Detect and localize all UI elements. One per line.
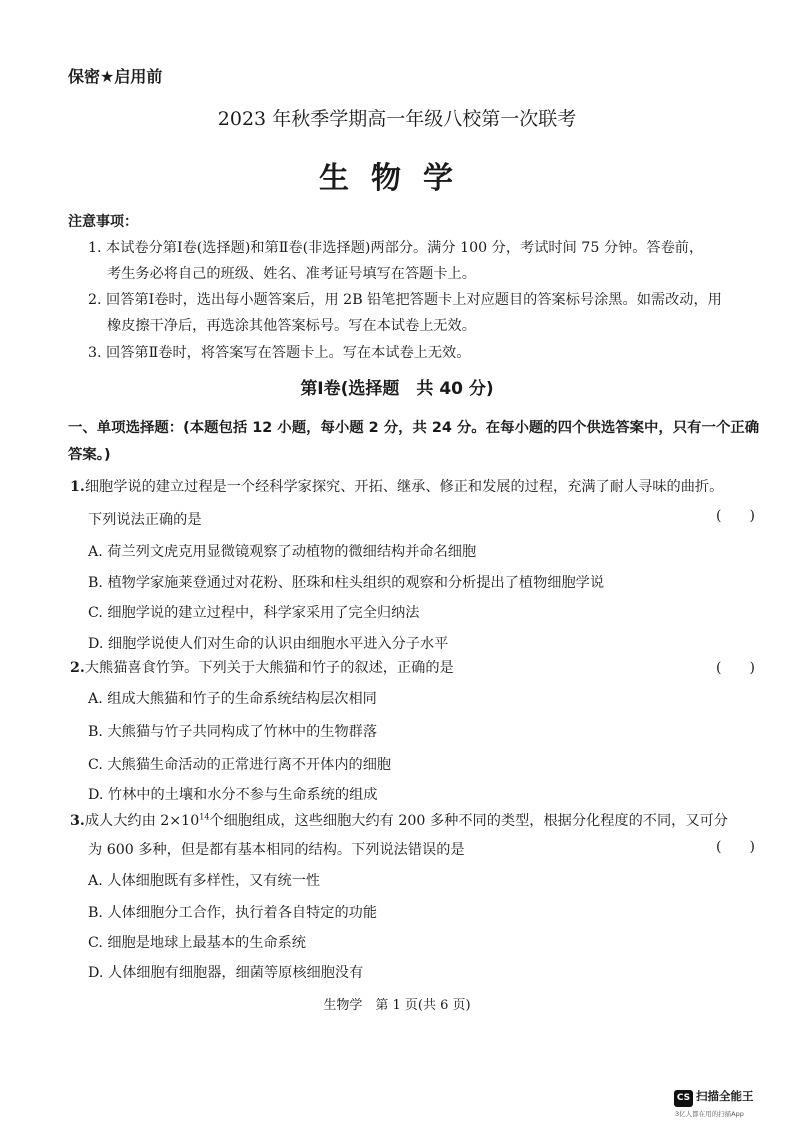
option: C. 大熊猫生命活动的正常进行离不开体内的细胞 xyxy=(88,757,392,773)
option: D. 竹林中的土壤和水分不参与生命系统的组成 xyxy=(88,787,378,803)
option: D. 细胞学说使人们对生命的认识由细胞水平进入分子水平 xyxy=(88,636,449,652)
note-item: 2. 回答第Ⅰ卷时，选出每小题答案后，用 2B 铅笔把答题卡上对应题目的答案标号涂黑。如需改动，用 xyxy=(88,292,722,308)
note-item: 橡皮擦干净后，再选涂其他答案标号。写在本试卷上无效。 xyxy=(107,318,476,334)
notes-heading: 注意事项： xyxy=(68,214,138,230)
option: B. 植物学家施莱登通过对花粉、胚珠和柱头组织的观察和分析提出了植物细胞学说 xyxy=(88,575,605,591)
option: A. 人体细胞既有多样性，又有统一性 xyxy=(88,873,321,889)
subject-title: 生物学 xyxy=(319,161,475,196)
question-number: 3. xyxy=(70,813,85,829)
page-footer: 生物学 第 1 页(共 6 页) xyxy=(323,998,471,1013)
option: B. 大熊猫与竹子共同构成了竹林中的生物群落 xyxy=(88,724,378,740)
option: B. 人体细胞分工合作，执行着各自特定的功能 xyxy=(88,905,378,921)
section-instruction: 答案。) xyxy=(68,447,111,463)
question-2-stem: 2.大熊猫喜食竹笋。下列关于大熊猫和竹子的叙述，正确的是 xyxy=(70,660,454,676)
question-1-stem-cont: 下列说法正确的是 xyxy=(88,512,202,528)
confidential-label: 保密★启用前 xyxy=(68,67,163,86)
option: C. 细胞学说的建立过程中，科学家采用了完全归纳法 xyxy=(88,605,420,621)
question-1-stem: 1.细胞学说的建立过程是一个经科学家探究、开拓、继承、修正和发展的过程，充满了耐人寻味的曲折。 xyxy=(70,479,724,495)
question-3-stem: 3.成人大约由 $2\times 10^{14}$个细胞组成，这些细胞大约有 200 多种不同的类型，根据分化程度的不同，又可分 xyxy=(70,812,728,829)
answer-paren: ( ) xyxy=(716,839,755,855)
question-3-stem-cont: 为 600 多种，但是都有基本相同的结构。下列说法错误的是 xyxy=(88,842,465,858)
exam-title: 2023 年秋季学期高一年级八校第一次联考 xyxy=(217,108,577,130)
scanner-app-name: 扫描全能王 xyxy=(696,1089,754,1103)
option: C. 细胞是地球上最基本的生命系统 xyxy=(88,935,306,951)
option: D. 人体细胞有细胞器，细菌等原核细胞没有 xyxy=(88,965,364,981)
answer-paren: ( ) xyxy=(716,508,755,524)
option: A. 组成大熊猫和竹子的生命系统结构层次相同 xyxy=(88,691,377,707)
note-item: 3. 回答第Ⅱ卷时，将答案写在答题卡上。写在本试卷上无效。 xyxy=(88,345,471,361)
note-item: 考生务必将自己的班级、姓名、准考证号填写在答题卡上。 xyxy=(107,266,476,282)
question-number: 1. xyxy=(70,479,85,495)
section-heading: 第Ⅰ卷(选择题 共 40 分) xyxy=(300,379,494,399)
question-number: 2. xyxy=(70,660,85,676)
scanner-app-tagline: 3亿人都在用的扫描App xyxy=(675,1110,744,1118)
option: A. 荷兰列文虎克用显微镜观察了动植物的微细结构并命名细胞 xyxy=(88,544,477,560)
cs-logo-icon: CS xyxy=(674,1090,693,1107)
section-instruction: 一、单项选择题：(本题包括 12 小题，每小题 2 分，共 24 分。在每小题的四个供选答案中，只有一个正确 xyxy=(68,420,760,436)
answer-paren: ( ) xyxy=(716,660,755,676)
note-item: 1. 本试卷分第Ⅰ卷(选择题)和第Ⅱ卷(非选择题)两部分。满分 100 分，考试时间 75 分钟。答卷前， xyxy=(88,240,704,256)
